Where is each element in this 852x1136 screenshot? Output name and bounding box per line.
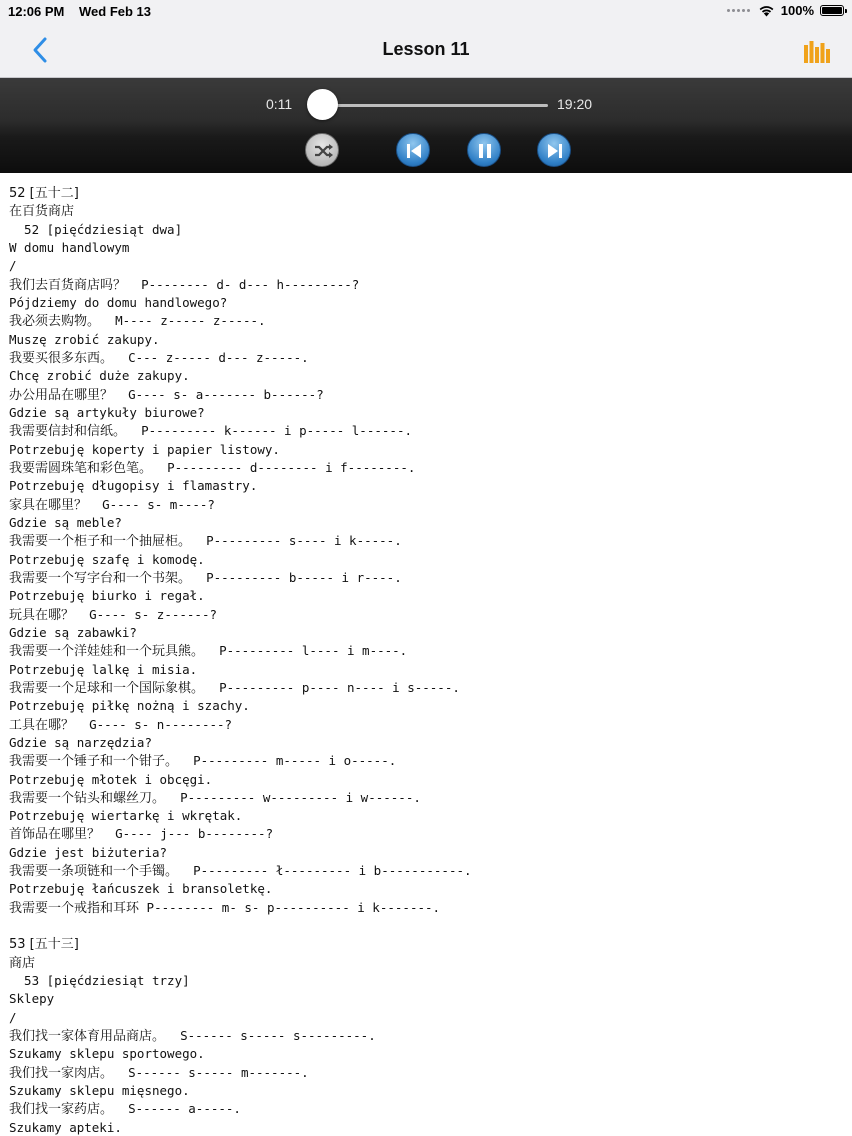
polish-text: Gdzie są zabawki? — [9, 624, 137, 640]
chinese-text: 我们找一家体育用品商店。 — [9, 1029, 166, 1045]
polish-text: P--------- s---- i k-----. — [191, 533, 402, 549]
battery-percent: 100% — [780, 3, 814, 18]
polish-text: Potrzebuję biurko i regał. — [9, 588, 205, 604]
pause-button[interactable] — [467, 133, 501, 167]
transcript-line[interactable] — [9, 844, 852, 862]
polish-text: Gdzie są narzędzia? — [9, 734, 152, 750]
transcript-line[interactable] — [9, 954, 852, 972]
transcript-line[interactable] — [9, 1064, 852, 1082]
transcript-line[interactable] — [9, 642, 852, 660]
transcript-line[interactable] — [9, 679, 852, 697]
transcript-line[interactable] — [9, 459, 852, 477]
chinese-text: 53 [五十三] — [9, 937, 79, 953]
progress-thumb[interactable] — [307, 89, 338, 120]
transcript-line[interactable] — [9, 367, 852, 385]
transcript-line[interactable] — [9, 257, 852, 275]
status-time: 12:06 PM — [8, 4, 65, 19]
polish-text: 52 [pięćdziesiąt dwa] — [9, 221, 183, 237]
transcript-line[interactable] — [9, 1100, 852, 1118]
polish-text: Potrzebuję koperty i papier listowy. — [9, 441, 280, 457]
transcript-line[interactable] — [9, 899, 852, 917]
transcript-line[interactable] — [9, 880, 852, 898]
chinese-text: 我要需圆珠笔和彩色笔。 — [9, 460, 153, 476]
transcript-line[interactable] — [9, 422, 852, 440]
transcript-line[interactable] — [9, 972, 852, 990]
pause-icon — [468, 134, 502, 168]
bars-icon[interactable] — [804, 41, 830, 63]
transcript-line[interactable] — [9, 514, 852, 532]
transcript-line[interactable] — [9, 789, 852, 807]
transcript-line[interactable] — [9, 917, 852, 935]
chinese-text: 工具在哪？ — [9, 717, 75, 733]
polish-text: / — [9, 258, 17, 274]
chinese-text: 首饰品在哪里？ — [9, 827, 101, 843]
polish-text: G---- j--- b--------? — [100, 826, 274, 842]
transcript-line[interactable] — [9, 1009, 852, 1027]
polish-text: G---- s- m----? — [87, 496, 215, 512]
page-title: Lesson 11 — [382, 39, 470, 59]
transcript-line[interactable] — [9, 771, 852, 789]
transcript-line[interactable] — [9, 331, 852, 349]
polish-text: Szukamy sklepu mięsnego. — [9, 1083, 190, 1099]
polish-text: P-------- d- d--- h---------? — [126, 276, 360, 292]
polish-text: / — [9, 1009, 17, 1025]
status-date: Wed Feb 13 — [79, 4, 152, 19]
transcript-line[interactable] — [9, 386, 852, 404]
transcript-line[interactable] — [9, 294, 852, 312]
progress-slider[interactable] — [320, 104, 548, 107]
polish-text: M---- z----- z-----. — [100, 313, 266, 329]
polish-text: W domu handlowym — [9, 239, 130, 255]
polish-text: S------ a-----. — [113, 1101, 241, 1117]
shuffle-icon — [306, 134, 340, 168]
polish-text: P--------- l---- i m----. — [204, 643, 408, 659]
transcript-line[interactable] — [9, 752, 852, 770]
transcript-line[interactable] — [9, 734, 852, 752]
transcript-line[interactable] — [9, 441, 852, 459]
transcript-line[interactable] — [9, 1027, 852, 1045]
polish-text: P-------- m- s- p---------- i k-------. — [139, 899, 441, 915]
polish-text: Potrzebuję wiertarkę i wkrętak. — [9, 808, 243, 824]
chinese-text: 我需要一个钻头和螺丝刀。 — [9, 790, 166, 806]
chinese-text: 我需要一个锤子和一个钳子。 — [9, 754, 179, 770]
chinese-text: 我需要一个写字台和一个书架。 — [9, 570, 192, 586]
transcript-line[interactable] — [9, 1082, 852, 1100]
polish-text: G---- s- a------- b------? — [113, 386, 324, 402]
polish-text: P--------- m----- i o-----. — [178, 753, 397, 769]
chinese-text: 我需要一个戒指和耳环 — [9, 900, 140, 916]
chinese-text: 我们找一家药店。 — [9, 1102, 114, 1118]
transcript-line[interactable] — [9, 496, 852, 514]
transcript-line[interactable] — [9, 404, 852, 422]
polish-text: G---- s- z------? — [74, 606, 218, 622]
chinese-text: 我需要一个柜子和一个抽屉柜。 — [9, 534, 192, 550]
transcript-line[interactable] — [9, 1119, 852, 1136]
status-bar — [0, 0, 852, 22]
audio-player — [0, 78, 852, 173]
chinese-text: 我要买很多东西。 — [9, 350, 114, 366]
polish-text: Potrzebuję łańcuszek i bransoletkę. — [9, 881, 273, 897]
transcript-line[interactable] — [9, 239, 852, 257]
transcript-line[interactable] — [9, 532, 852, 550]
chinese-text: 我需要信封和信纸。 — [9, 424, 127, 440]
polish-text: Potrzebuję piłkę nożną i szachy. — [9, 698, 250, 714]
lesson-transcript[interactable] — [0, 173, 852, 1136]
polish-text: Sklepy — [9, 991, 55, 1007]
transcript-line[interactable] — [9, 312, 852, 330]
polish-text: P--------- p---- n---- i s-----. — [204, 679, 460, 695]
skip-previous-icon — [397, 134, 431, 168]
transcript-line[interactable] — [9, 551, 852, 569]
transcript-line[interactable] — [9, 862, 852, 880]
transcript-line[interactable] — [9, 697, 852, 715]
polish-text: Chcę zrobić duże zakupy. — [9, 368, 190, 384]
previous-button[interactable] — [396, 133, 430, 167]
transcript-line[interactable] — [9, 477, 852, 495]
next-button[interactable] — [537, 133, 571, 167]
transcript-line[interactable] — [9, 935, 852, 953]
chinese-text: 家具在哪里？ — [9, 497, 88, 513]
chinese-text: 商店 — [9, 955, 36, 971]
chinese-text: 我必须去购物。 — [9, 314, 101, 330]
transcript-line[interactable] — [9, 606, 852, 624]
chinese-text: 我需要一个洋娃娃和一个玩具熊。 — [9, 644, 205, 660]
transcript-line[interactable] — [9, 569, 852, 587]
chinese-text: 52 [五十二] — [9, 186, 79, 201]
transcript-line[interactable] — [9, 825, 852, 843]
transcript-line[interactable] — [9, 990, 852, 1008]
shuffle-button[interactable] — [305, 133, 339, 167]
polish-text: Muszę zrobić zakupy. — [9, 331, 160, 347]
transcript-line[interactable] — [9, 1045, 852, 1063]
polish-text: P--------- k------ i p----- l------. — [126, 423, 412, 439]
chinese-text: 玩具在哪？ — [9, 607, 75, 623]
transcript-line[interactable] — [9, 624, 852, 642]
transcript-line[interactable] — [9, 587, 852, 605]
transcript-line[interactable] — [9, 276, 852, 294]
polish-text: S------ s----- m-------. — [113, 1064, 309, 1080]
polish-text: Szukamy sklepu sportowego. — [9, 1046, 205, 1062]
polish-text: P--------- d-------- i f--------. — [152, 459, 416, 475]
navigation-bar — [0, 22, 852, 78]
status-right — [727, 3, 844, 18]
polish-text: Potrzebuję długopisy i flamastry. — [9, 478, 258, 494]
polish-text: Potrzebuję szafę i komodę. — [9, 551, 205, 567]
chinese-text: 我需要一个足球和一个国际象棋。 — [9, 680, 205, 696]
polish-text: Potrzebuję młotek i obcęgi. — [9, 771, 213, 787]
transcript-line[interactable] — [9, 807, 852, 825]
chinese-text: 在百货商店 — [9, 204, 75, 220]
polish-text: Potrzebuję lalkę i misia. — [9, 661, 198, 677]
transcript-line[interactable] — [9, 716, 852, 734]
cellular-signal-icon — [727, 9, 750, 12]
polish-text: Gdzie są meble? — [9, 514, 122, 530]
total-time: 19:20 — [557, 96, 593, 112]
polish-text: S------ s----- s---------. — [165, 1028, 376, 1044]
battery-icon — [820, 5, 844, 16]
chinese-text: 我需要一条项链和一个手镯。 — [9, 864, 179, 880]
polish-text: 53 [pięćdziesiąt trzy] — [9, 973, 190, 989]
chinese-text: 我们找一家肉店。 — [9, 1065, 114, 1081]
polish-text: C--- z----- d--- z-----. — [113, 349, 309, 365]
transcript-line[interactable] — [9, 349, 852, 367]
polish-text: Pójdziemy do domu handlowego? — [9, 294, 228, 310]
transcript-line[interactable] — [9, 184, 852, 202]
current-time: 0:11 — [266, 96, 293, 112]
polish-text: P--------- b----- i r----. — [191, 569, 402, 585]
transcript-line[interactable] — [9, 221, 852, 239]
polish-text: Gdzie jest biżuteria? — [9, 844, 168, 860]
polish-text: Gdzie są artykuły biurowe? — [9, 404, 205, 420]
transcript-line[interactable] — [9, 202, 852, 220]
wifi-icon — [758, 4, 775, 17]
polish-text: P--------- w--------- i w------. — [165, 789, 421, 805]
polish-text: P--------- ł--------- i b-----------. — [178, 863, 472, 879]
polish-text: Szukamy apteki. — [9, 1119, 122, 1135]
chinese-text: 办公用品在哪里？ — [9, 387, 114, 403]
skip-next-icon — [538, 134, 572, 168]
transcript-line[interactable] — [9, 661, 852, 679]
polish-text: G---- s- n--------? — [74, 716, 233, 732]
chinese-text: 我们去百货商店吗？ — [9, 277, 127, 293]
